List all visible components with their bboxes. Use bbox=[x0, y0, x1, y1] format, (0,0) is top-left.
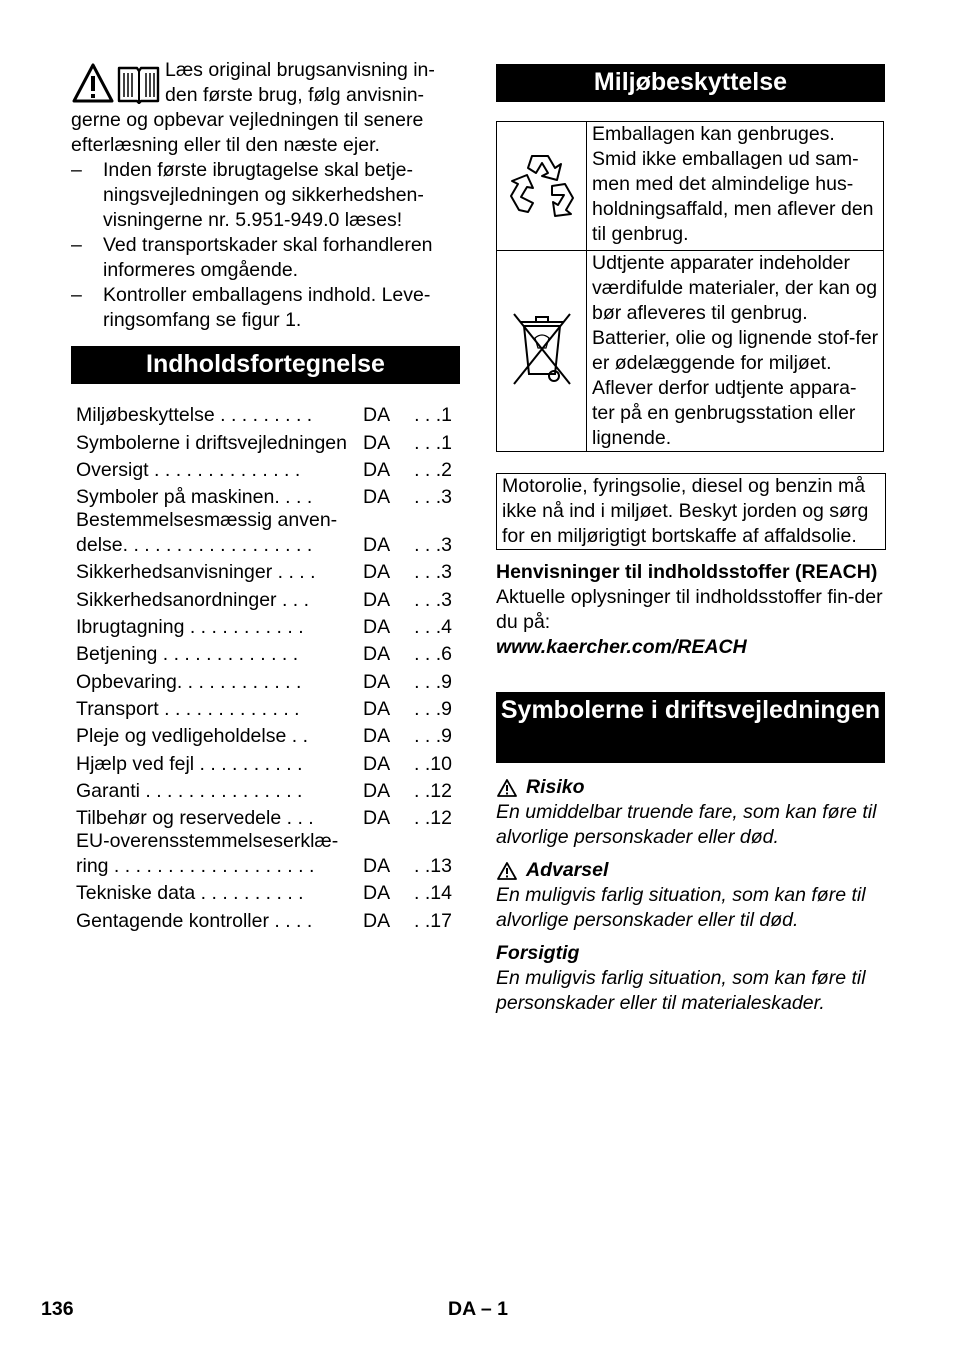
toc-entry-lang: DA bbox=[363, 909, 391, 932]
toc-heading: Indholdsfortegnelse bbox=[71, 346, 460, 384]
intro-section bbox=[71, 58, 461, 333]
toc-entry-lang: DA bbox=[363, 431, 391, 454]
toc-entry-page: . . .9 bbox=[414, 697, 452, 720]
toc-entry-lang: DA bbox=[363, 588, 391, 611]
symbol-item-risiko bbox=[496, 775, 885, 800]
symbol-description: En muligvis farlig situation, som kan føre til personskader eller til materialeskader. bbox=[496, 967, 866, 1014]
toc-entry-title: Miljøbeskyttelse . . . . . . . . . bbox=[76, 404, 313, 427]
toc-entry-lang: DA bbox=[363, 725, 391, 748]
toc-entry[interactable] bbox=[76, 879, 452, 906]
toc-entry-lang: DA bbox=[363, 404, 391, 427]
toc-entry-page: . .10 bbox=[414, 752, 452, 775]
intro-bullet: – Inden første ibrugtagelse skal betje-ningsvejledningen og sikkerhedshen-visningerne nr. 5.951-949.0 læses! bbox=[71, 158, 461, 233]
toc-entry-title: Garanti . . . . . . . . . . . . . . . bbox=[76, 779, 303, 802]
toc-entry-title: Oversigt . . . . . . . . . . . . . . bbox=[76, 458, 301, 481]
reach-section bbox=[496, 560, 885, 660]
symbols-heading: Symbolerne i driftsvejledningen bbox=[496, 692, 885, 763]
toc-entry-lang: DA bbox=[363, 855, 391, 878]
recycle-icon bbox=[505, 146, 579, 220]
toc-entry-title: Ibrugtagning . . . . . . . . . . . bbox=[76, 616, 304, 639]
toc-entry-page: . .14 bbox=[414, 882, 452, 905]
toc-entry[interactable] bbox=[76, 428, 452, 455]
warning-book-icon bbox=[71, 62, 161, 104]
symbol-label: Advarsel bbox=[526, 859, 609, 881]
symbol-description: En muligvis farlig situation, som kan føre til alvorlige personskader eller til død. bbox=[496, 884, 866, 931]
intro-line-1: Læs original brugsanvisning in- bbox=[165, 59, 435, 81]
environment-icon-cell bbox=[497, 251, 587, 452]
intro-bullet-list bbox=[71, 158, 461, 333]
toc-entry[interactable] bbox=[76, 401, 452, 428]
toc-entry[interactable] bbox=[76, 831, 452, 879]
toc-entry-title: Betjening . . . . . . . . . . . . . bbox=[76, 643, 299, 666]
symbol-label: Risiko bbox=[526, 776, 585, 798]
environment-table bbox=[496, 121, 884, 452]
toc-entry-page: . .12 bbox=[414, 807, 452, 830]
toc-entry-lang: DA bbox=[363, 752, 391, 775]
symbol-item-advarsel bbox=[496, 858, 885, 883]
toc-entry-title: Sikkerhedsanordninger . . . bbox=[76, 588, 310, 611]
toc-entry[interactable] bbox=[76, 585, 452, 612]
symbol-label: Forsigtig bbox=[496, 942, 580, 964]
toc-entry-page: . . .4 bbox=[414, 616, 452, 639]
toc-entry-page: . . .3 bbox=[414, 561, 452, 584]
environment-row bbox=[497, 251, 884, 452]
toc-entry-title: Symbolerne i driftsvejledningen bbox=[76, 431, 347, 454]
toc-entry-lang: DA bbox=[363, 779, 391, 802]
toc-entry-lang: DA bbox=[363, 670, 391, 693]
toc-entry-title: Bestemmelsesmæssig anven-delse. . . . . . . . . . . . . . . . . . bbox=[76, 509, 338, 557]
toc-entry-page: . . .1 bbox=[414, 404, 452, 427]
toc-entry-page: . .17 bbox=[414, 909, 452, 932]
page-number: 136 bbox=[41, 1298, 74, 1320]
toc-entry-lang: DA bbox=[363, 807, 391, 830]
toc-entry[interactable] bbox=[76, 613, 452, 640]
toc-entry-lang: DA bbox=[363, 534, 391, 557]
toc-entry-page: . . .9 bbox=[414, 725, 452, 748]
toc-entry[interactable] bbox=[76, 510, 452, 558]
toc-entry-page: . . .2 bbox=[414, 458, 452, 481]
toc-entry[interactable] bbox=[76, 667, 452, 694]
toc-entry-page: . .13 bbox=[414, 855, 452, 878]
reach-text: Aktuelle oplysninger til indholdsstoffer fin-der du på: bbox=[496, 586, 883, 633]
toc-entry-page: . . .3 bbox=[414, 486, 452, 509]
environment-icon-cell bbox=[497, 122, 587, 251]
toc-entry[interactable] bbox=[76, 777, 452, 804]
toc-entry[interactable] bbox=[76, 695, 452, 722]
environment-text: Emballagen kan genbruges. Smid ikke emballagen ud sam-men med det almindelige hus-holdningsaffald, men aflever den til genbrug. bbox=[587, 122, 884, 251]
table-of-contents bbox=[76, 401, 452, 934]
toc-entry[interactable] bbox=[76, 749, 452, 776]
environment-heading: Miljøbeskyttelse bbox=[496, 64, 885, 102]
toc-entry-lang: DA bbox=[363, 643, 391, 666]
toc-entry[interactable] bbox=[76, 906, 452, 933]
environment-text: Udtjente apparater indeholder værdifulde materialer, der kan og bør afleveres til genbrug. Batterier, olie og lignende stof-fer er ødelæggende for miljøet. Aflever derfor udtjente appara-ter på en genbrugsstation eller lignende. bbox=[587, 251, 884, 452]
toc-entry-title: Tekniske data . . . . . . . . . . bbox=[76, 882, 304, 905]
toc-entry-lang: DA bbox=[363, 561, 391, 584]
reach-link[interactable]: www.kaercher.com/REACH bbox=[496, 636, 747, 658]
toc-entry[interactable] bbox=[76, 804, 452, 831]
toc-entry-page: . . .9 bbox=[414, 670, 452, 693]
toc-entry[interactable] bbox=[76, 456, 452, 483]
toc-entry-page: . . .3 bbox=[414, 534, 452, 557]
toc-entry-title: Opbevaring. . . . . . . . . . . . bbox=[76, 670, 302, 693]
warning-triangle-icon bbox=[496, 861, 518, 881]
toc-entry-lang: DA bbox=[363, 882, 391, 905]
toc-entry-lang: DA bbox=[363, 697, 391, 720]
oil-note-box bbox=[496, 473, 886, 550]
toc-entry-title: Transport . . . . . . . . . . . . . bbox=[76, 697, 300, 720]
toc-entry-lang: DA bbox=[363, 458, 391, 481]
environment-row bbox=[497, 122, 884, 251]
symbols-section bbox=[496, 772, 885, 1016]
toc-entry-page: . . .1 bbox=[414, 431, 452, 454]
toc-entry-title: EU-overensstemmelseserklæ-ring . . . . . . . . . . . . . . . . . . . bbox=[76, 830, 339, 878]
toc-entry[interactable] bbox=[76, 722, 452, 749]
toc-entry[interactable] bbox=[76, 640, 452, 667]
crossed-bin-icon bbox=[510, 308, 574, 388]
section-page-label: DA – 1 bbox=[448, 1298, 508, 1320]
toc-entry[interactable] bbox=[76, 483, 452, 510]
intro-line-3: gerne og opbevar vejledningen til senere efterlæsning eller til den næste ejer. bbox=[71, 109, 424, 156]
intro-bullet: – Ved transportskader skal forhandleren informeres omgående. bbox=[71, 233, 461, 283]
toc-entry-title: Hjælp ved fejl . . . . . . . . . . bbox=[76, 752, 303, 775]
intro-bullet: – Kontroller emballagens indhold. Leve-ringsomfang se figur 1. bbox=[71, 283, 461, 333]
toc-entry-lang: DA bbox=[363, 616, 391, 639]
symbol-description: En umiddelbar truende fare, som kan føre til alvorlige personskader eller død. bbox=[496, 801, 877, 848]
toc-entry-title: Tilbehør og reservedele . . . bbox=[76, 807, 314, 830]
toc-entry-title: Symboler på maskinen. . . . bbox=[76, 486, 313, 509]
toc-entry-title: Pleje og vedligeholdelse . . bbox=[76, 725, 308, 748]
toc-entry[interactable] bbox=[76, 558, 452, 585]
intro-icons bbox=[71, 62, 161, 108]
oil-note-text: Motorolie, fyringsolie, diesel og benzin må ikke nå ind i miljøet. Beskyt jorden og sørg for en miljørigtigt bortskaffe af affaldsolie. bbox=[502, 475, 869, 547]
toc-entry-page: . .12 bbox=[414, 779, 452, 802]
warning-triangle-icon bbox=[496, 778, 518, 798]
toc-entry-title: Gentagende kontroller . . . . bbox=[76, 909, 313, 932]
toc-entry-page: . . .6 bbox=[414, 643, 452, 666]
toc-entry-page: . . .3 bbox=[414, 588, 452, 611]
toc-entry-title: Sikkerhedsanvisninger . . . . bbox=[76, 561, 316, 584]
toc-entry-lang: DA bbox=[363, 486, 391, 509]
intro-line-2: den første brug, følg anvisnin- bbox=[165, 84, 425, 106]
reach-heading: Henvisninger til indholdsstoffer (REACH) bbox=[496, 561, 878, 583]
